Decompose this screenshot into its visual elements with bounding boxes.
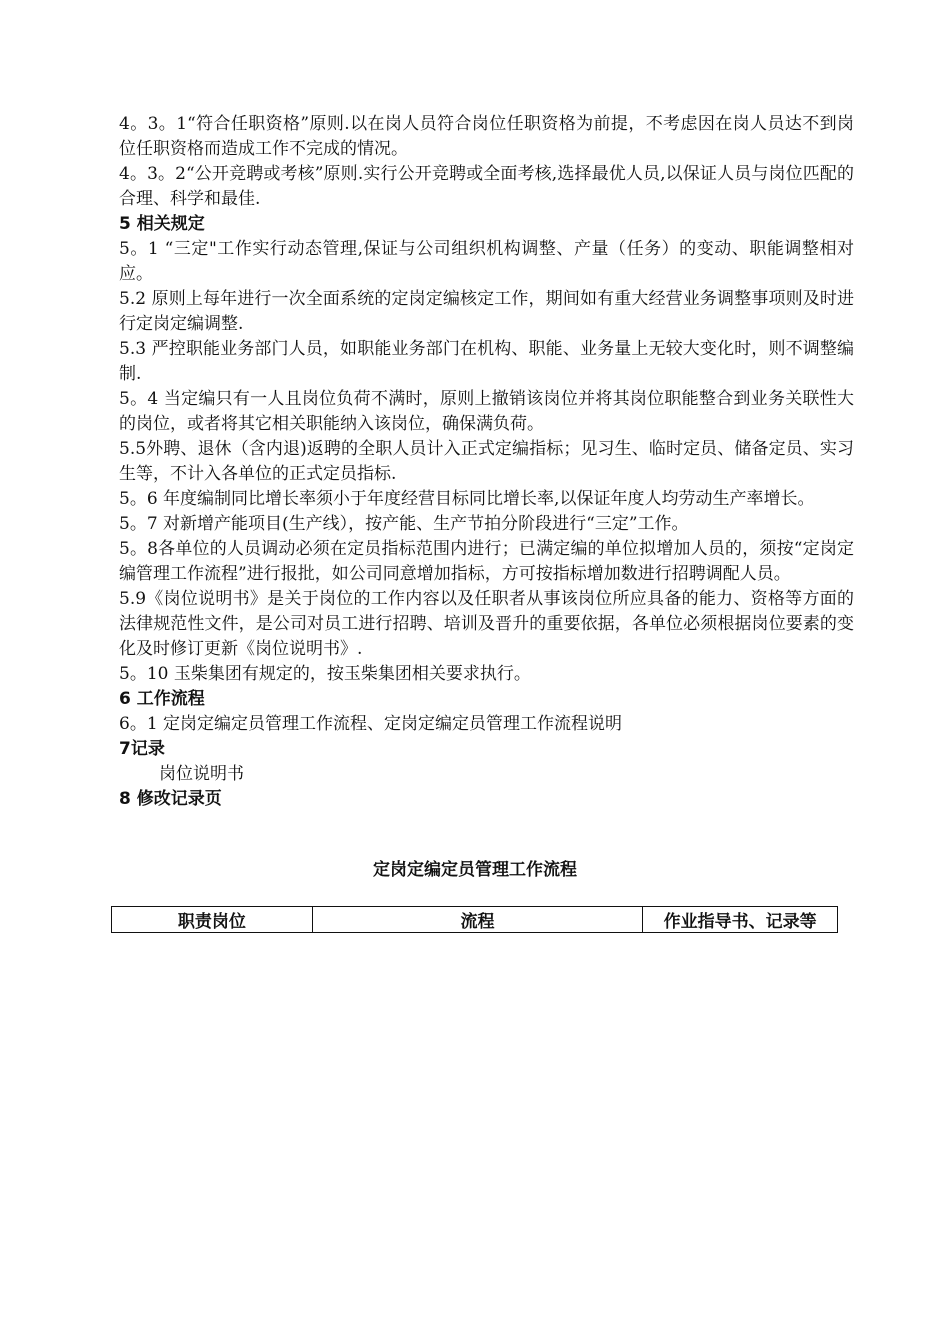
- clause-5-5: 5.5外聘、退休（含内退)返聘的全职人员计入正式定编指标；见习生、临时定员、储备定员、实习生等，不计入各单位的正式定员指标.: [119, 439, 854, 484]
- flow-title: 定岗定编定员管理工作流程: [373, 860, 577, 880]
- clause-5-3: 5.3 严控职能业务部门人员，如职能业务部门在机构、职能、业务量上无较大变化时，则不调整编制.: [119, 339, 854, 384]
- clause-5-6: 5。6 年度编制同比增长率须小于年度经营目标同比增长率,以保证年度人均劳动生产率增长。: [119, 489, 815, 509]
- clause-5-8: 5。8各单位的人员调动必须在定员指标范围内进行；已满定编的单位拟增加人员的，须按“定岗定编管理工作流程”进行报批，如公司同意增加指标，方可按指标增加数进行招聘调配人员。: [119, 539, 854, 584]
- document-body: [119, 112, 854, 812]
- flow-table-header-row: [112, 907, 838, 933]
- clause-5-9: 5.9《岗位说明书》是关于岗位的工作内容以及任职者从事该岗位所应具备的能力、资格等方面的法律规范性文件，是公司对员工进行招聘、培训及晋升的重要依据，各单位必须根据岗位要素的变化及时修订更新《岗位说明书》.: [119, 589, 854, 659]
- section-7-heading: 7记录: [119, 739, 165, 759]
- clause-5-4: 5。4 当定编只有一人且岗位负荷不满时，原则上撤销该岗位并将其岗位职能整合到业务关联性大的岗位，或者将其它相关职能纳入该岗位，确保满负荷。: [119, 389, 854, 434]
- section-8-heading: 8 修改记录页: [119, 789, 222, 809]
- clause-4-3-1: 4。3。1“符合任职资格”原则.以在岗人员符合岗位任职资格为前提，不考虑因在岗人员达不到岗位任职资格而造成工作不完成的情况。: [119, 114, 854, 159]
- section-6-heading: 6 工作流程: [119, 689, 205, 709]
- column-header-records: 作业指导书、记录等: [643, 907, 838, 933]
- flow-table: [111, 906, 838, 933]
- section-5-heading: 5 相关规定: [119, 214, 205, 234]
- clause-6-1: 6。1 定岗定编定员管理工作流程、定岗定编定员管理工作流程说明: [119, 714, 623, 734]
- record-item: 岗位说明书: [159, 764, 244, 784]
- column-header-process: 流程: [312, 907, 643, 933]
- clause-4-3-2: 4。3。2“公开竞聘或考核”原则.实行公开竞聘或全面考核,选择最优人员,以保证人员与岗位匹配的合理、科学和最佳.: [119, 164, 854, 209]
- clause-5-2: 5.2 原则上每年进行一次全面系统的定岗定编核定工作，期间如有重大经营业务调整事项则及时进行定岗定编调整.: [119, 289, 854, 334]
- clause-5-1: 5。1 “三定"工作实行动态管理,保证与公司组织机构调整、产量（任务）的变动、职能调整相对应。: [119, 239, 854, 284]
- clause-5-10: 5。10 玉柴集团有规定的，按玉柴集团相关要求执行。: [119, 664, 531, 684]
- clause-5-7: 5。7 对新增产能项目(生产线），按产能、生产节拍分阶段进行“三定”工作。: [119, 514, 689, 534]
- column-header-role: 职责岗位: [112, 907, 313, 933]
